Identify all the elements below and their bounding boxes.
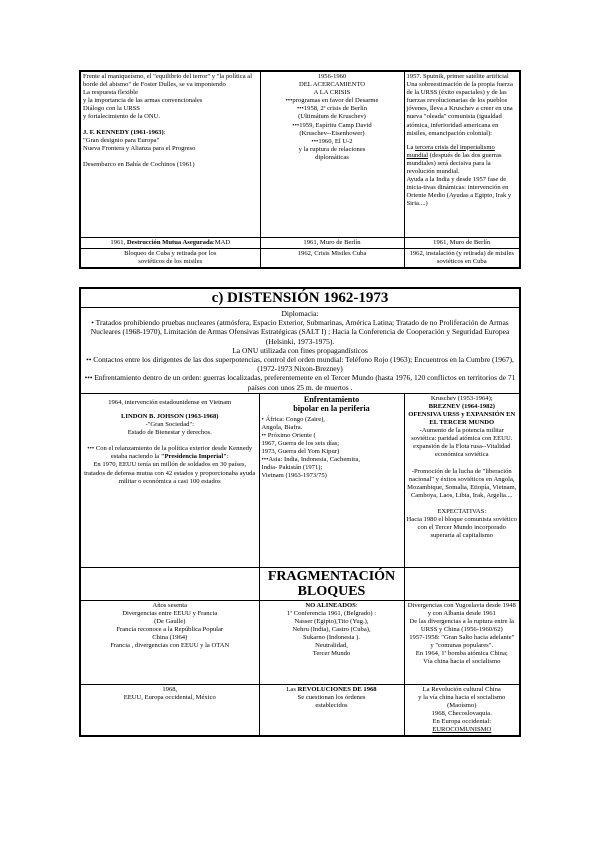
1968-cell: 1968, EEUU, Europa occidental, México	[80, 684, 259, 736]
mad-tail: :MAD	[212, 238, 231, 246]
periferia-cell	[259, 393, 404, 567]
revoluciones-heading: REVOLUCIONES DE 1968	[297, 685, 377, 693]
acercamiento-crisis-cell: 1956-1960 DEL ACERCAMIENTO A LA CRISIS •••programas en favor del Desarme •••1958, 2ª crisis de Berlín (Ultimátum de Kruschev) •••1959, Espíritu Camp David (Kruschev--Eisenhower) •••1960, El U-2 y la ruptura de relaciones diplomáticas	[260, 71, 404, 237]
periferia-heading: Enfrentamiento bipolar en la periferia	[293, 394, 370, 414]
tercera-crisis-rest: (después de las dos guerras mundiales) será decisiva para la revolución mundial. Ayuda a la India y desde 1957 fase de inicia-tivas dinámicas: intervención en Oriente Medio (Ayudas a Egipto, Irak y Siria....)	[406, 151, 512, 208]
kennedy-heading: J. F. KENNEDY (1961-1963)	[83, 128, 164, 136]
onu-text: La ONU utilizada con fines propagandísticos	[232, 345, 368, 355]
top-row-1962	[80, 248, 520, 268]
eurocomunismo-text: EUROCOMUNISMO	[432, 726, 492, 734]
tercera-crisis-text	[407, 144, 518, 209]
enfrentamiento-row	[80, 393, 520, 567]
sputnik-text: 1957. Sputnik, primer satélite artificial	[406, 73, 509, 80]
brezhnev-heading: BREZNEV (1964-1982)	[428, 402, 495, 410]
sputnik-cell	[404, 71, 520, 237]
kennedy-cell: Frente al maniqueísmo, el "equilibrio del terror" y "la política al borde del abismo" de Foster Dulles, se va imponiendo La respuesta flexible y la importancia de las armas convencionales Diálogo con la URSS y fortalecimiento de la ONU. J. F. KENNEDY (1961-1963): "Gran designio para Europa" Nueva Frontera y Alianza para el Progreso Desembarco en Bahía de Cochinos (1961)	[80, 71, 260, 237]
fragmentacion-empty-3	[404, 567, 520, 600]
brezhnev-cell	[404, 393, 520, 567]
francia-cell: Años sesenta Divergencias entre EEUU y Francia (De Gaulle) Francia reconoce a la República Popular China (1964) Francia , divergencias con EEUU y la OTAN	[80, 600, 259, 684]
no-alineados-heading: NO ALINEADOS	[305, 601, 356, 609]
mad-cell	[80, 237, 260, 248]
revoluciones-body: Se cuestionan los órdenes establecidos	[297, 693, 366, 710]
bahia-cochinos-text: Desembarco en Bahía de Cochinos (1961)	[83, 160, 195, 168]
tratados-text: • Tratados prohibiendo pruebas nucleares (atmósfera, Espacio Exterior, Submarinas, América Latina; Tratado de no Proliferación de Armas Nucleares (1968-1970), Limitación de Armas Ofensivas Estratégicas (SALT I) ; Hacia la Conferencia de Cooperación y Seguridad Europea (Helsinki, 1973-1975).	[90, 318, 510, 346]
muro-berlin-cell-2: 1961, Muro de Berlín	[260, 237, 404, 248]
china-urss-cell: Divergencias con Yugoslavia desde 1948 y con Albania desde 1961 De las divergencias a la ruptura entre la URSS y China (1956-1960/62) 1957-1958: "Gran Salto hacia adelante" y "comunas populares". En 1964, 1ª bomba atómica China; Vía china hacia el socialismo	[404, 600, 520, 684]
periferia-list: • África: Congo (Zaire), Angola, Biafra. •• Próximo Oriente ( 1967, Guerra de los seis días; 1973, Guerra del Yom Kipur) •••Asia: India, Indonesia, Cachemira, India- Pakistán (1971); Vietnam (1963-1973/75)	[261, 415, 360, 480]
johnson-tail: : En 1970, EEUU tenía un millón de soldados en 30 países, tratados de defensa mutua con 42 estados y proporcionaba ayuda militar o económica a casi 100 estados	[84, 453, 256, 485]
top-row-main	[80, 71, 520, 237]
johnson-heading: LINDON B. JOHSON (1963-1968)	[121, 412, 219, 420]
diplomacia-row	[80, 308, 520, 394]
revolucion-cultural-text: La Revolución cultural China y la vía china hacia el socialismo (Maoísmo) 1968, Checoslovaquia. En Europa occidental:	[418, 685, 506, 726]
no-alineados-colon: :	[355, 601, 358, 609]
distension-table	[79, 287, 521, 737]
sobreestimacion-text: Una sobreestimación de la propia fuerza de la URSS (éxito espaciales) y de las fuerzas revolucionarias de los pueblos jóvenes, lleva a Kruschev a creer en una nueva "oleada" comunista (igualdad atómica, inferioridad americana en misiles, emancipación colonial):	[406, 81, 513, 137]
no-alineados-body: 1ª Conferencia 1961, (Belgrado) : Nasser (Egipto),Tito (Yug.), Nehru (India), Castro (Cuba), Sukarno (Indonesia ). Neutralidad, Tercer Mundo	[286, 609, 377, 658]
johnson-cell	[80, 393, 259, 567]
diplomacia-cell	[80, 308, 520, 394]
flexible-response-text: Frente al maniqueísmo, el "equilibrio del terror" y "la política al borde del abismo" de Foster Dulles, se va imponiendo La respuesta flexible y la importancia de las armas convencionales Diálogo con la URSS y fortalecimiento de la ONU.	[83, 73, 253, 121]
contactos-text: •• Contactos entre los dirigentes de las dos superpotencias, control del orden mundial: Teléfono Rojo (1963); Encuentros en la Cumbre (1967), (1972-1973 Nixon-Brezney)	[86, 355, 514, 374]
fragmentacion-row1	[80, 600, 520, 684]
fragmentacion-empty-1	[80, 567, 259, 600]
mad-bold: Destrucción Mutua Asegurada	[126, 238, 213, 246]
revoluciones-cell	[259, 684, 404, 736]
distension-title: c) DISTENSIÓN 1962-1973	[80, 288, 520, 308]
gran-sociedad-text	[83, 421, 257, 486]
fragmentacion-title: FRAGMENTACIÓN BLOQUES	[259, 567, 404, 600]
muro-berlin-cell-3: 1961, Muro de Berlín	[404, 237, 520, 248]
vietnam-text: 1964, intervención estadounidense en Vietnam	[108, 398, 232, 406]
ofensiva-heading: OFENSIVA URSS y EXPANSIÓN EN EL TERCER MUNDO	[408, 411, 516, 427]
revolucion-cultural-cell	[404, 684, 520, 736]
brezhnev-body: -Aumento de la potencia militar soviética: paridad atómica con EEUU. expansión de la Flota rusa--Vitalidad económica soviética -Promoción de la lucha de "liberación nacional" y éxitos soviéticos en Angola, Mozambique, Somalia, Etiopía, Vietnam, Camboya, Laos, Libia, Irak, Argelia.... EXPECTATIVAS: Hacia 1980 el bloque comunista soviético con el Tercer Mundo incorporado superaría al capitalismo	[406, 427, 517, 540]
tercera-crisis-lead: La	[406, 143, 416, 151]
distension-title-row	[80, 288, 520, 308]
mad-lead: 1961,	[110, 238, 127, 246]
presidencia-imperial: "Presidencia Imperial"	[160, 453, 227, 461]
enfrentamiento-orden-text: ••• Enfrentamiento dentro de un orden: guerras localizadas, preferentemente en el Tercer Mundo (hasta 1976, 120 conflictos en territorios de 71 países con unos 25 m. de muertos .	[84, 373, 516, 392]
misiles-sovieticos-cell: 1962, instalación (y retirada) de misiles soviéticos en Cuba	[404, 248, 520, 268]
top-row-1961	[80, 237, 520, 248]
no-alineados-cell	[259, 600, 404, 684]
johnson-body: -"Gran Sociedad": Estado de Bienestar y derechos. ••• Con el relanzamiento de la política exterior desde Kennedy estaba naciendo la	[87, 421, 253, 461]
crisis-misiles-cell: 1962, Crisis Misiles Cuba	[260, 248, 404, 268]
bloqueo-cuba-cell: Bloqueo de Cuba y retirada por los soviéticos de los misiles	[80, 248, 260, 268]
fragmentacion-title-row	[80, 567, 520, 600]
tercera-crisis-underline: tercera crisis del imperialismo mundial	[406, 143, 495, 159]
kruschev-text: Kruschev (1953-1964);	[430, 394, 493, 402]
revoluciones-lead: Las	[286, 685, 298, 693]
top-table	[79, 70, 521, 269]
diplomacia-heading: Diplomacia:	[281, 309, 319, 318]
fragmentacion-row2	[80, 684, 520, 736]
kennedy-text: "Gran designio para Europa" Nueva Frontera y Alianza para el Progreso	[83, 136, 196, 152]
